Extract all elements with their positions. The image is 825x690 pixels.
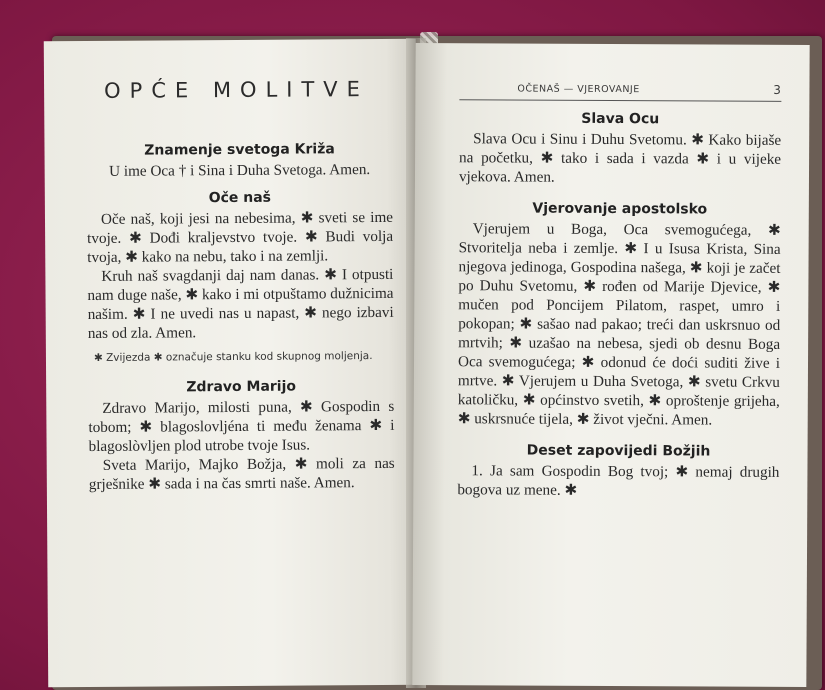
- prayer-text: Sveta Marijo, Majko Božja, ✱ moli za nas grješnike ✱ sada i na čas smrti naše. Amen.: [88, 454, 395, 494]
- section-oce-nas: [87, 189, 394, 366]
- prayer-text: 1. Ja sam Gospodin Bog tvoj; ✱ nemaj drugih bogova uz mene. ✱: [457, 462, 780, 499]
- footnote: ✱ Zvijezda ✱ označuje stanku kod skupnog moljenja.: [93, 350, 373, 364]
- section-heading: Vjerovanje apostolsko: [532, 200, 708, 218]
- prayer-text: U ime Oca † i Sina i Duha Svetoga. Amen.: [109, 161, 371, 180]
- left-page: [44, 39, 421, 688]
- section-deset-zapovijedi: [457, 442, 779, 501]
- prayer-text: Slava Ocu i Sinu i Duhu Svetomu. ✱ Kako bijaše na početku, ✱ tako i sada i vazda ✱ i u vijeke vjekova. Amen.: [458, 130, 782, 186]
- right-page: [412, 43, 809, 687]
- prayer-text: Kruh naš svagdanji daj nam danas. ✱ I otpusti nam duge naše, ✱ kako i mi otpuštamo dužnicima našim. ✱ I ne uvedi nas u napast, ✱ nego izbavi nas od zla. Amen.: [87, 265, 394, 343]
- section-vjerovanje: [458, 200, 781, 430]
- section-heading: Znamenje svetoga Križa: [144, 141, 335, 159]
- page-title: OPĆE MOLITVE: [104, 77, 369, 103]
- section-heading: Oče naš: [208, 189, 272, 207]
- page-number: 3: [773, 82, 782, 97]
- prayer-text: Vjerujem u Boga, Oca svemogućega, ✱ Stvoritelja neba i zemlje. ✱ I u Isusa Krista, Sina njegova jedinoga, Gospodina našega, ✱ koji je začet po Duhu Svetomu, ✱ rođen od Marije Djevice, ✱ mučen pod Poncijem Pilatom, raspet, umro i pokopan; ✱ sašao nad pakao; treći dan uskrsnuo od mrtvih; ✱ uzašao na nebesa, sjedi ob desnu Boga Oca svemogućega; ✱ odonud će doći suditi žive i mrtve. ✱ Vjerujem u Duha Svetoga, ✱ svetu Crkvu katoličku, ✱ općinstvo svetih, ✱ oproštenje grijeha, ✱ uskrsnuće tijela, ✱ život vječni. Amen.: [457, 220, 781, 429]
- prayer-text: Zdravo Marijo, milosti puna, ✱ Gospodin s tobom; ✱ blagoslovljéna ti među ženama ✱ i blagoslòvljen plod utrobe tvoje Isus.: [88, 397, 395, 456]
- section-heading: Deset zapovijedi Božjih: [526, 442, 711, 460]
- section-heading: Slava Ocu: [581, 110, 660, 128]
- running-header-text: OČENAŠ — VJEROVANJE: [517, 83, 640, 96]
- open-prayer-book: [40, 32, 822, 690]
- section-znamenje: [86, 141, 392, 181]
- running-header: [459, 83, 781, 102]
- section-slava-ocu: [459, 110, 781, 188]
- section-heading: Zdravo Marijo: [186, 378, 297, 396]
- prayer-text: Oče naš, koji jesi na nebesima, ✱ sveti se ime tvoje. ✱ Dođi kraljevstvo tvoje. ✱ Budi volja tvoja, ✱ kako na nebu, tako i na zemlji.: [87, 208, 394, 267]
- section-zdravo-marijo: [88, 378, 395, 494]
